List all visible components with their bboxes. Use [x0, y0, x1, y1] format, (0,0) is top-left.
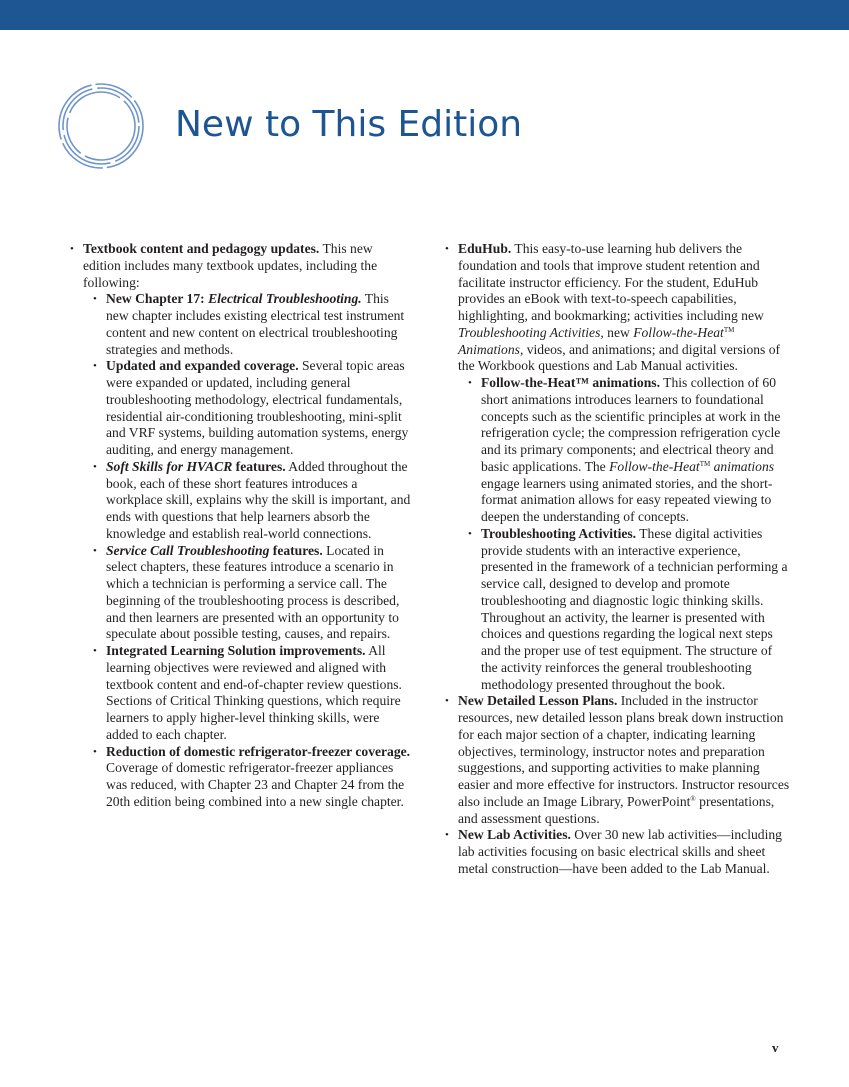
item-heading: features. [269, 542, 323, 558]
bullet-list [70, 241, 412, 811]
item-heading: Electrical Troubleshooting. [208, 291, 362, 307]
sub-bullet-list [468, 375, 790, 693]
item-text: , new [600, 324, 634, 340]
item-heading: Textbook content and pedagogy updates. [83, 241, 320, 256]
item-text: This collection of 60 short animations introduces learners to foundational concepts such as the scientific principles at work in the refrigeration cycle; the compression refrigeration cycle and its primary components; and electrical theory and basic applications. The [481, 375, 781, 474]
item-text: These digital activities provide students with an interactive experience, presented in the framework of a technician performing a service call, designed to develop and promote troubleshooting and diagnostic logic thinking skills. Throughout an activity, the learner is presented with choices and questions regarding the logical next steps and the proper use of test equipment. The structure of the activity reinforces the general troubleshooting methodology presented throughout the book. [481, 525, 788, 692]
item-heading: New Detailed Lesson Plans. [458, 693, 618, 709]
item-text: presentations, and assessment questions. [458, 793, 775, 826]
right-column [445, 241, 790, 878]
item-text: ® [690, 794, 696, 803]
list-item [93, 643, 412, 744]
item-text: This new edition includes many textbook updates, including the following: [83, 241, 378, 290]
list-item [468, 375, 790, 526]
page-title: New to This Edition [175, 104, 523, 145]
header-bar [0, 0, 849, 30]
list-item [93, 459, 412, 543]
list-item [93, 543, 412, 644]
item-text: Located in select chapters, these features introduce a scenario in which a technician is performing a service call. The beginning of the troubleshooting process is described, and then learners are presented with an opportunity to speculate about possible testing, causes, and repairs. [106, 542, 400, 642]
item-text: TM [699, 459, 711, 468]
bullet-list [445, 241, 790, 878]
item-text: Follow-the-Heat [633, 324, 724, 340]
item-text: This new chapter includes existing electrical test instrument content and new content on electrical troubleshooting strategies and methods. [106, 291, 405, 357]
item-text: engage learners using animated stories, and the short-format animation allows for easy repeated viewing to deepen the understanding of concepts. [481, 475, 773, 524]
list-item [93, 744, 412, 811]
item-text: Over 30 new lab activities—including lab activities focusing on basic electrical skills and sheet metal construction—have been added to the Lab Manual. [458, 827, 782, 876]
item-text: , videos, and animations; and digital versions of the Workbook questions and Lab Manual activities. [458, 341, 781, 374]
item-text: Added throughout the book, each of these short features introduces a workplace skill, explains why the skill is important, and ends with questions that help learners absorb the knowledge and establish real-world connections. [106, 458, 411, 541]
list-item [70, 241, 412, 811]
item-text: Animations [458, 341, 520, 357]
item-text: TM [723, 325, 735, 334]
item-heading: New Chapter 17: [106, 291, 209, 307]
item-text: This easy-to-use learning hub delivers the foundation and tools that improve student retention and facilitate instructor efficiency. For the student, EduHub provides an eBook with text-to-speech capabilities, highlighting, and bookmarking; activities including new [458, 241, 764, 323]
item-text: Included in the instructor resources, new detailed lesson plans break down instruction for each major section of a chapter, indicating learning objectives, terminology, instructor notes and preparation suggestions, and supporting activities to make planning easier and more effective for instructors. Instructor resources also include an Image Library, PowerPoint [458, 693, 790, 809]
page-number: v [772, 1040, 779, 1055]
item-heading: Integrated Learning Solution improvements. [106, 643, 366, 658]
item-heading: features. [232, 458, 286, 474]
list-item [445, 693, 790, 827]
item-heading: Updated and expanded coverage. [106, 358, 299, 374]
item-heading: Troubleshooting Activities. [481, 525, 637, 541]
list-item [93, 358, 412, 459]
left-column [70, 241, 412, 811]
item-text: animations [710, 458, 775, 474]
item-heading: EduHub. [458, 241, 512, 256]
item-heading: New Lab Activities. [458, 827, 571, 843]
list-item [445, 827, 790, 877]
item-text: Several topic areas were expanded or updated, including general troubleshooting methodology, electrical fundamentals, residential air-conditioning troubleshooting, mini-split and VRF systems, building automation systems, energy auditing, and energy management. [106, 358, 409, 457]
item-text: Troubleshooting Activities [458, 324, 601, 340]
list-item [445, 241, 790, 693]
list-item [468, 526, 790, 694]
item-text: All learning objectives were reviewed and aligned with textbook content and end-of-chapter review questions. Sections of Critical Thinking questions, which require learners to apply higher-level thinking skills, were added to each chapter. [106, 643, 402, 742]
item-heading: Follow-the-Heat™ animations. [481, 375, 660, 390]
item-heading: Soft Skills for HVACR [106, 458, 233, 474]
item-text: Coverage of domestic refrigerator-freezer appliances was reduced, with Chapter 23 and Chapter 24 from the 20th edition being combined into a new single chapter. [106, 760, 405, 809]
item-heading: Service Call Troubleshooting [106, 542, 270, 558]
sub-bullet-list [93, 291, 412, 810]
circles-logo-icon [56, 81, 146, 171]
list-item [93, 291, 412, 358]
item-heading: Reduction of domestic refrigerator-freezer coverage. [106, 743, 411, 759]
item-text: Follow-the-Heat [609, 458, 700, 474]
